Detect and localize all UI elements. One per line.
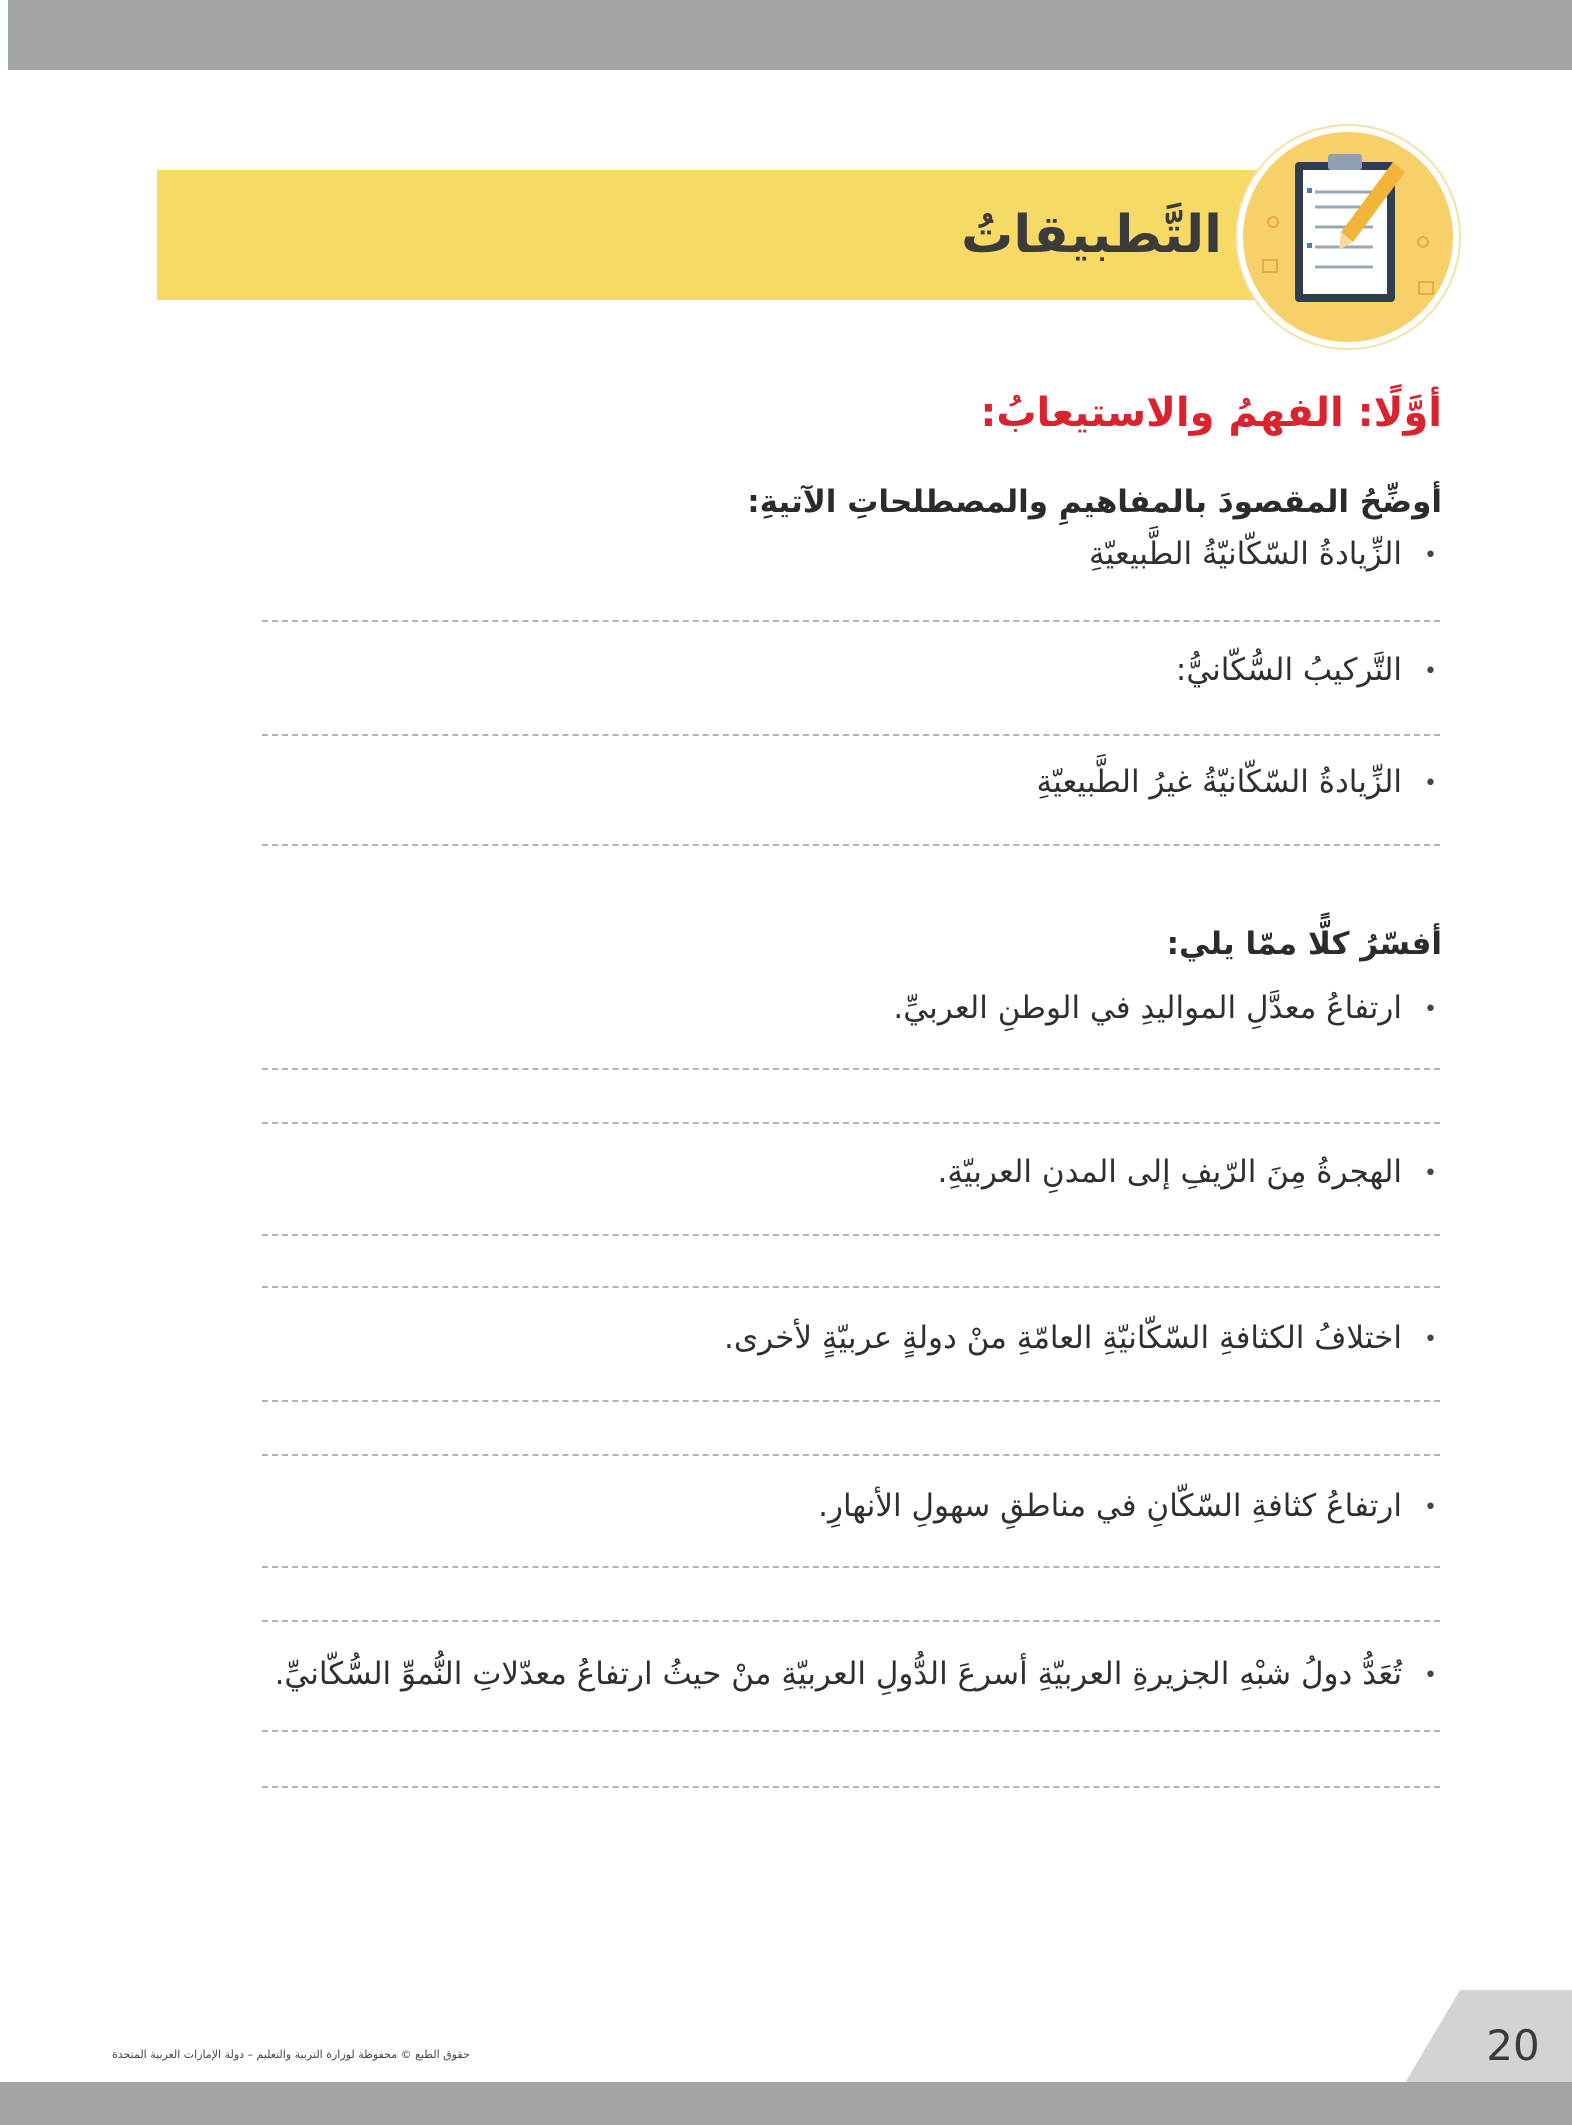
- clipboard-checklist-icon: [1237, 126, 1459, 348]
- bullet-icon: •: [1424, 658, 1437, 684]
- answer-line[interactable]: [262, 1454, 1440, 1456]
- list-item: [724, 1316, 1437, 1362]
- bullet-icon: •: [1424, 1494, 1437, 1520]
- answer-line[interactable]: [262, 1286, 1440, 1288]
- bullet-icon: •: [1424, 996, 1437, 1022]
- page-title: التَّطبيقاتُ: [961, 205, 1222, 265]
- answer-line[interactable]: [262, 1620, 1440, 1622]
- group-heading-define: أوضِّحُ المقصودَ بالمفاهيمِ والمصطلحاتِ الآتيةِ:: [747, 484, 1442, 520]
- answer-line[interactable]: [262, 844, 1440, 846]
- answer-line[interactable]: [262, 1068, 1440, 1070]
- item-text: الزِّيادةُ السّكّانيّةُ الطَّبيعيّةِ: [1089, 536, 1403, 572]
- list-item: [1176, 648, 1437, 694]
- answer-line[interactable]: [262, 1566, 1440, 1568]
- list-item: [1036, 760, 1437, 806]
- answer-line[interactable]: [262, 1786, 1440, 1788]
- copyright-notice: حقوق الطبع © محفوظة لوزارة التربية والتعليم – دولة الإمارات العربية المتحدة: [112, 2048, 470, 2061]
- item-text: اختلافُ الكثافةِ السّكّانيّةِ العامّةِ منْ دولةٍ عربيّةٍ لأخرى.: [723, 1320, 1403, 1356]
- answer-line[interactable]: [262, 734, 1440, 736]
- answer-line[interactable]: [262, 1234, 1440, 1236]
- bullet-icon: •: [1424, 1160, 1437, 1186]
- item-text: ارتفاعُ كثافةِ السّكّانِ في مناطقِ سهولِ الأنهارِ.: [818, 1488, 1403, 1524]
- item-text: الزِّيادةُ السّكّانيّةُ غيرُ الطَّبيعيّةِ: [1036, 764, 1403, 800]
- answer-line[interactable]: [262, 1730, 1440, 1732]
- list-item: [1089, 532, 1437, 578]
- answer-line[interactable]: [262, 1400, 1440, 1402]
- page-number: 20: [1486, 2021, 1540, 2070]
- section-heading: أوَّلًا: الفهمُ والاستيعابُ:: [980, 390, 1442, 436]
- item-text: تُعَدُّ دولُ شبْهِ الجزيرةِ العربيّةِ أسرعَ الدُّولِ العربيّةِ منْ حيثُ ارتفاعُ معدّلاتِ النُّموِّ السُّكّانيِّ.: [274, 1656, 1403, 1692]
- item-text: التَّركيبُ السُّكّانيُّ:: [1175, 652, 1403, 688]
- bullet-icon: •: [1424, 770, 1437, 796]
- item-text: ارتفاعُ معدَّلِ المواليدِ في الوطنِ العربيِّ.: [893, 990, 1403, 1026]
- list-item: [893, 986, 1437, 1032]
- top-bar: [8, 0, 1572, 70]
- bullet-icon: •: [1424, 542, 1437, 568]
- answer-line[interactable]: [262, 620, 1440, 622]
- bullet-icon: •: [1424, 1662, 1437, 1688]
- bullet-icon: •: [1424, 1326, 1437, 1352]
- answer-line[interactable]: [262, 1122, 1440, 1124]
- list-item: [937, 1150, 1437, 1196]
- list-item: [275, 1652, 1437, 1698]
- item-text: الهجرةُ مِنَ الرّيفِ إلى المدنِ العربيّةِ.: [937, 1154, 1403, 1190]
- list-item: [818, 1484, 1437, 1530]
- group-heading-explain: أفسّرُ كلًّا ممّا يلي:: [1166, 926, 1442, 962]
